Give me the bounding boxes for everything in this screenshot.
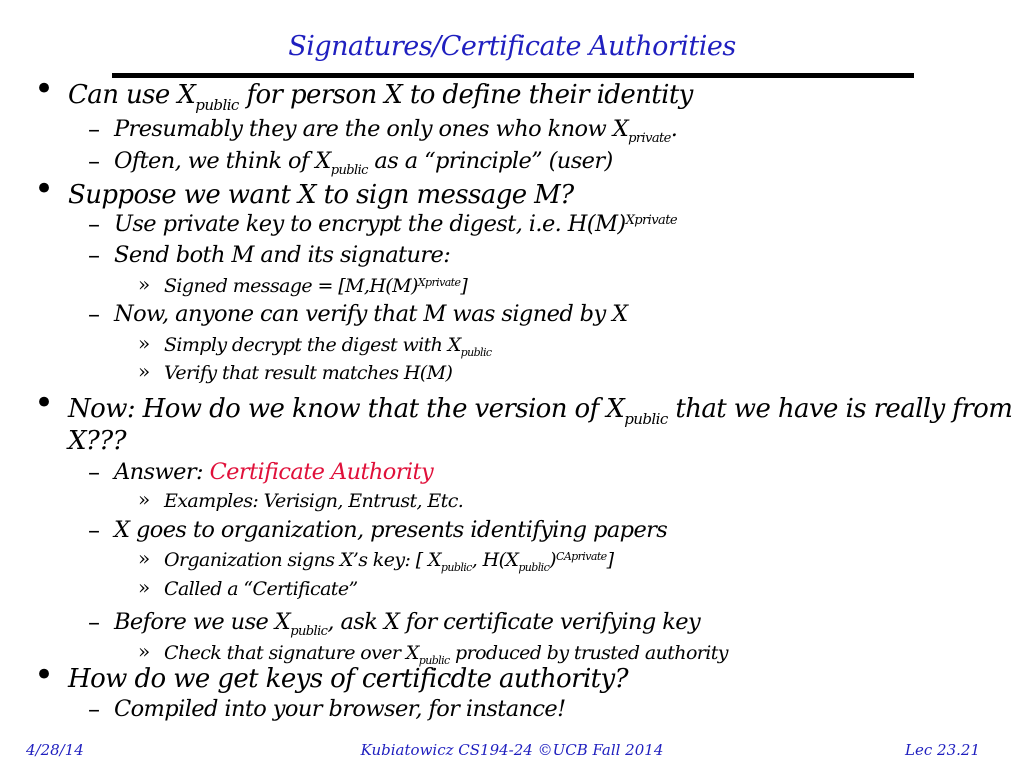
dash-marker: – [88, 458, 100, 486]
bullet-marker: • [34, 383, 55, 423]
bullet-how-know-public-key-cont: X??? [68, 426, 126, 456]
certificate-authority-highlight: Certificate Authority [209, 459, 434, 485]
dash-marker: – [88, 147, 100, 175]
sub-bullet-only-ones-know-private: Presumably they are the only ones who know $X_{private}$. [114, 116, 678, 146]
raquo-marker: » [138, 546, 151, 570]
raquo-marker: » [138, 359, 151, 383]
sub-sub-bullet-examples: Examples: Verisign, Entrust, Etc. [164, 490, 464, 512]
bullet-marker: • [34, 655, 55, 695]
dash-marker: – [88, 115, 100, 143]
sub-bullet-anyone-verify: Now, anyone can verify that M was signed by X [114, 301, 628, 327]
raquo-marker: » [138, 272, 151, 296]
sub-bullet-send-both: Send both M and its signature: [114, 242, 451, 268]
raquo-marker: » [138, 575, 151, 599]
dash-marker: – [88, 241, 100, 269]
sub-sub-bullet-signed-message: Signed message = $[M,H(M)^{Xprivate}]$ [164, 275, 468, 297]
sub-sub-bullet-check-signature: Check that signature over $X_{public}$ produced by trusted authority [164, 642, 728, 667]
sub-sub-bullet-called-certificate: Called a “Certificate” [164, 578, 358, 600]
sub-bullet-principle-user: Often, we think of $X_{public}$ as a “principle” (user) [114, 148, 613, 178]
dash-marker: – [88, 300, 100, 328]
raquo-marker: » [138, 331, 151, 355]
slide-title: Signatures/Certificate Authorities [288, 31, 736, 62]
dash-marker: – [88, 516, 100, 544]
sub-sub-bullet-decrypt-digest: Simply decrypt the digest with $X_{public}$ [164, 334, 492, 359]
sub-bullet-before-use: Before we use $X_{public}$, ask X for certificate verifying key [114, 609, 701, 639]
bullet-marker: • [34, 69, 55, 109]
dash-marker: – [88, 210, 100, 238]
sub-bullet-compiled-into-browser: Compiled into your browser, for instance! [114, 696, 566, 722]
bullet-public-key-identity: Can use $X_{public}$ for person X to define their identity [68, 80, 693, 114]
sub-bullet-goes-to-organization: X goes to organization, presents identifying papers [114, 517, 668, 543]
bullet-sign-message: Suppose we want X to sign message M? [68, 180, 574, 210]
dash-marker: – [88, 608, 100, 636]
raquo-marker: » [138, 487, 151, 511]
bullet-how-know-public-key: Now: How do we know that the version of $X_{public}$ that we have is really from [68, 394, 1013, 428]
dash-marker: – [88, 695, 100, 723]
sub-bullet-encrypt-digest: Use private key to encrypt the digest, i.e. $H(M)^{Xprivate}$ [114, 211, 677, 237]
footer-lecture-number: Lec 23.21 [905, 741, 980, 759]
footer-date: 4/28/14 [26, 741, 84, 759]
footer-course: Kubiatowicz CS194-24 ©UCB Fall 2014 [360, 741, 664, 759]
bullet-get-keys: How do we get keys of certificdte authority? [68, 664, 628, 694]
sub-sub-bullet-organization-signs: Organization signs X’s key: [ $X_{public}$, $H(X_{public})^{CAprivate}$] [164, 549, 614, 574]
bullet-marker: • [34, 169, 55, 209]
raquo-marker: » [138, 639, 151, 663]
sub-bullet-answer: Answer: Certificate Authority [114, 459, 434, 485]
sub-sub-bullet-verify-result: Verify that result matches H(M) [164, 362, 453, 384]
